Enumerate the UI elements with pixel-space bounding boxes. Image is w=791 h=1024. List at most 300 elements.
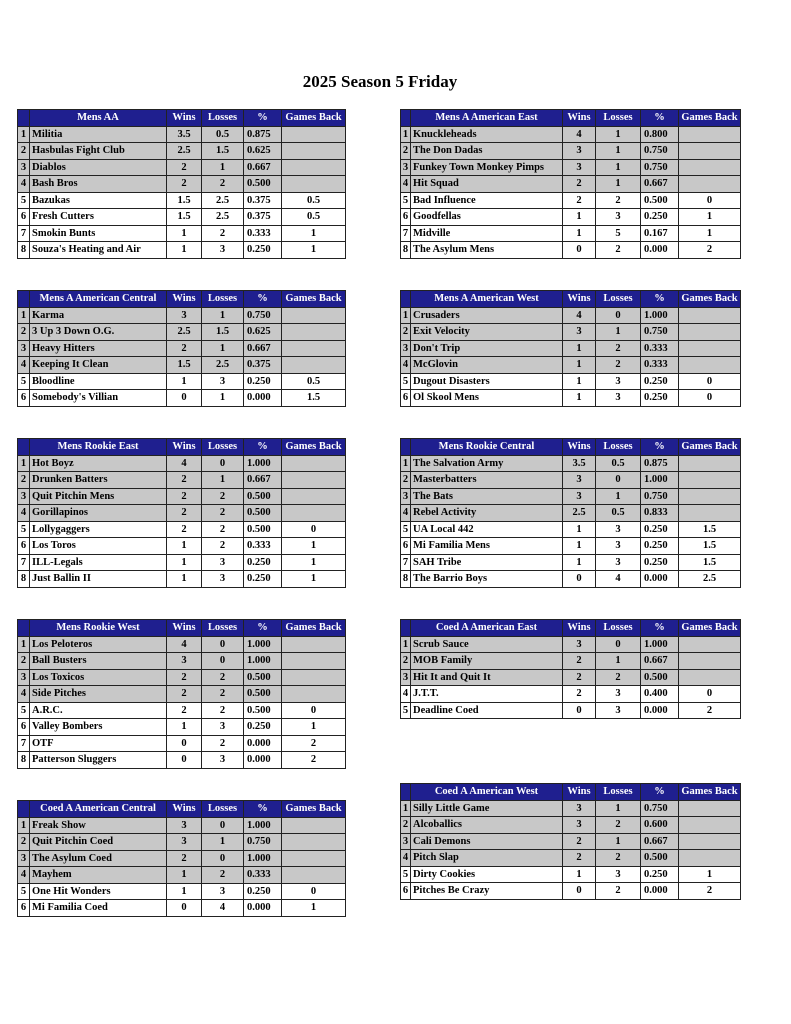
- team-name: The Asylum Mens: [411, 242, 563, 259]
- wins-header: Wins: [167, 801, 202, 818]
- losses-cell: 1: [202, 340, 244, 357]
- team-name: Mayhem: [30, 867, 167, 884]
- games-back-cell: 0: [679, 686, 741, 703]
- wins-cell: 3: [563, 472, 596, 489]
- losses-cell: 0: [596, 636, 641, 653]
- games-back-cell: 1: [282, 538, 346, 555]
- standings-table-mens-rookie-west: [17, 619, 346, 769]
- pct-cell: 0.625: [244, 324, 282, 341]
- team-name: Don't Trip: [411, 340, 563, 357]
- header-rank-cell: [401, 291, 411, 308]
- team-name: Valley Bombers: [30, 719, 167, 736]
- team-name: Ol Skool Mens: [411, 390, 563, 407]
- wins-cell: 1: [167, 554, 202, 571]
- team-name: SAH Tribe: [411, 554, 563, 571]
- pct-header: %: [641, 110, 679, 127]
- division-name: Mens Rookie East: [30, 439, 167, 456]
- games-back-cell: [282, 488, 346, 505]
- losses-cell: 2: [202, 867, 244, 884]
- games-back-cell: 1.5: [679, 521, 741, 538]
- header-row: [401, 620, 741, 637]
- rank-cell: 3: [401, 488, 411, 505]
- wins-cell: 1: [563, 357, 596, 374]
- wins-header: Wins: [563, 439, 596, 456]
- table-row: [18, 373, 346, 390]
- table-row: [18, 472, 346, 489]
- pct-cell: 0.250: [641, 866, 679, 883]
- team-name: Quit Pitchin Mens: [30, 488, 167, 505]
- games-back-cell: 1: [679, 866, 741, 883]
- standings-table-mens-rookie-central: [400, 438, 741, 588]
- wins-cell: 3: [563, 159, 596, 176]
- pct-cell: 0.667: [641, 653, 679, 670]
- losses-cell: 2: [596, 883, 641, 900]
- table-row: [401, 242, 741, 259]
- pct-cell: 0.250: [244, 571, 282, 588]
- table-row: [18, 554, 346, 571]
- games-back-cell: 1: [282, 225, 346, 242]
- rank-cell: 3: [18, 159, 30, 176]
- losses-cell: 3: [202, 719, 244, 736]
- games-back-cell: [282, 324, 346, 341]
- rank-cell: 1: [401, 307, 411, 324]
- wins-cell: 2.5: [563, 505, 596, 522]
- rank-cell: 1: [18, 455, 30, 472]
- losses-cell: 1: [596, 800, 641, 817]
- team-name: The Barrio Boys: [411, 571, 563, 588]
- rank-cell: 2: [18, 324, 30, 341]
- pct-cell: 0.500: [244, 669, 282, 686]
- header-row: [401, 110, 741, 127]
- games-back-cell: [282, 455, 346, 472]
- losses-cell: 1.5: [202, 324, 244, 341]
- losses-cell: 3: [202, 373, 244, 390]
- wins-header: Wins: [167, 620, 202, 637]
- team-name: Heavy Hitters: [30, 340, 167, 357]
- team-name: Somebody's Villian: [30, 390, 167, 407]
- rank-cell: 4: [401, 505, 411, 522]
- header-rank-cell: [401, 620, 411, 637]
- table-row: [18, 653, 346, 670]
- table-row: [401, 159, 741, 176]
- rank-cell: 1: [401, 800, 411, 817]
- pct-header: %: [641, 291, 679, 308]
- wins-cell: 2.5: [167, 143, 202, 160]
- header-rank-cell: [18, 801, 30, 818]
- pct-header: %: [244, 801, 282, 818]
- losses-cell: 2: [202, 735, 244, 752]
- standings-table-mens-a-american-west: [400, 290, 741, 407]
- losses-header: Losses: [596, 784, 641, 801]
- wins-cell: 1: [167, 242, 202, 259]
- team-name: The Bats: [411, 488, 563, 505]
- standings-table-mens-a-american-east: [400, 109, 741, 259]
- wins-cell: 1: [167, 373, 202, 390]
- wins-header: Wins: [167, 110, 202, 127]
- table-row: [18, 752, 346, 769]
- team-name: Keeping It Clean: [30, 357, 167, 374]
- losses-header: Losses: [596, 620, 641, 637]
- wins-header: Wins: [167, 439, 202, 456]
- pct-header: %: [244, 439, 282, 456]
- pct-cell: 1.000: [641, 472, 679, 489]
- losses-cell: 3: [596, 554, 641, 571]
- pct-cell: 0.000: [641, 571, 679, 588]
- wins-cell: 2: [167, 176, 202, 193]
- table-row: [18, 686, 346, 703]
- pct-cell: 0.000: [244, 390, 282, 407]
- wins-cell: 4: [563, 307, 596, 324]
- pct-cell: 0.833: [641, 505, 679, 522]
- pct-header: %: [244, 291, 282, 308]
- games-back-cell: [679, 159, 741, 176]
- games-back-cell: [679, 488, 741, 505]
- pct-cell: 0.375: [244, 209, 282, 226]
- rank-cell: 6: [18, 390, 30, 407]
- wins-cell: 0: [167, 752, 202, 769]
- losses-cell: 2: [202, 686, 244, 703]
- losses-cell: 1: [202, 159, 244, 176]
- pct-cell: 0.250: [641, 390, 679, 407]
- rank-cell: 4: [401, 850, 411, 867]
- table-row: [18, 850, 346, 867]
- wins-cell: 1: [563, 866, 596, 883]
- header-row: [18, 110, 346, 127]
- division-name: Coed A American East: [411, 620, 563, 637]
- rank-cell: 6: [18, 209, 30, 226]
- losses-cell: 1: [596, 126, 641, 143]
- pct-cell: 0.667: [244, 340, 282, 357]
- wins-cell: 2: [563, 833, 596, 850]
- rank-cell: 7: [401, 225, 411, 242]
- games-back-cell: [679, 307, 741, 324]
- games-back-cell: [679, 472, 741, 489]
- table-row: [18, 176, 346, 193]
- pct-cell: 0.750: [641, 143, 679, 160]
- wins-cell: 1: [563, 373, 596, 390]
- games-back-cell: [282, 653, 346, 670]
- standings-table-coed-a-american-west: [400, 783, 741, 900]
- rank-cell: 3: [18, 669, 30, 686]
- team-name: Funkey Town Monkey Pimps: [411, 159, 563, 176]
- wins-cell: 1: [563, 225, 596, 242]
- pct-cell: 0.250: [244, 883, 282, 900]
- team-name: Hit It and Quit It: [411, 669, 563, 686]
- table-row: [401, 866, 741, 883]
- rank-cell: 4: [401, 176, 411, 193]
- wins-cell: 0: [167, 900, 202, 917]
- losses-cell: 2: [202, 505, 244, 522]
- pct-cell: 0.250: [641, 373, 679, 390]
- pct-cell: 0.500: [244, 176, 282, 193]
- table-row: [18, 143, 346, 160]
- table-row: [401, 702, 741, 719]
- wins-cell: 3.5: [563, 455, 596, 472]
- header-row: [18, 291, 346, 308]
- losses-cell: 1.5: [202, 143, 244, 160]
- rank-cell: 4: [18, 357, 30, 374]
- rank-cell: 2: [401, 143, 411, 160]
- losses-cell: 1: [202, 472, 244, 489]
- games-back-header: Games Back: [679, 439, 741, 456]
- wins-cell: 3: [563, 817, 596, 834]
- header-rank-cell: [18, 110, 30, 127]
- games-back-cell: 2: [679, 702, 741, 719]
- wins-cell: 1: [167, 571, 202, 588]
- table-row: [18, 883, 346, 900]
- wins-cell: 1: [563, 209, 596, 226]
- losses-cell: 3: [596, 538, 641, 555]
- losses-cell: 3: [596, 209, 641, 226]
- games-back-header: Games Back: [679, 784, 741, 801]
- games-back-cell: 0.5: [282, 373, 346, 390]
- pct-cell: 0.333: [641, 340, 679, 357]
- division-name: Mens A American East: [411, 110, 563, 127]
- wins-cell: 2: [167, 505, 202, 522]
- rank-cell: 2: [18, 143, 30, 160]
- table-row: [18, 390, 346, 407]
- wins-cell: 2: [167, 472, 202, 489]
- division-name: Mens A American Central: [30, 291, 167, 308]
- losses-header: Losses: [596, 110, 641, 127]
- pct-cell: 0.250: [641, 521, 679, 538]
- games-back-cell: 1: [282, 900, 346, 917]
- wins-cell: 2: [563, 192, 596, 209]
- losses-cell: 1: [596, 176, 641, 193]
- pct-cell: 0.250: [244, 719, 282, 736]
- table-row: [18, 505, 346, 522]
- team-name: Diablos: [30, 159, 167, 176]
- games-back-cell: 0: [282, 702, 346, 719]
- team-name: OTF: [30, 735, 167, 752]
- wins-cell: 1: [167, 538, 202, 555]
- losses-cell: 0.5: [596, 455, 641, 472]
- losses-header: Losses: [202, 291, 244, 308]
- table-row: [18, 225, 346, 242]
- pct-cell: 1.000: [641, 307, 679, 324]
- team-name: Los Peloteros: [30, 636, 167, 653]
- rank-cell: 3: [401, 159, 411, 176]
- table-row: [401, 488, 741, 505]
- team-name: Bash Bros: [30, 176, 167, 193]
- table-row: [401, 538, 741, 555]
- wins-header: Wins: [167, 291, 202, 308]
- games-back-header: Games Back: [282, 620, 346, 637]
- pct-cell: 0.400: [641, 686, 679, 703]
- table-row: [18, 719, 346, 736]
- team-name: Hot Boyz: [30, 455, 167, 472]
- table-row: [401, 883, 741, 900]
- wins-cell: 2: [167, 850, 202, 867]
- rank-cell: 4: [18, 176, 30, 193]
- wins-cell: 3: [563, 324, 596, 341]
- losses-cell: 4: [202, 900, 244, 917]
- table-row: [401, 653, 741, 670]
- pct-cell: 0.500: [244, 521, 282, 538]
- games-back-cell: [679, 833, 741, 850]
- games-back-cell: [282, 850, 346, 867]
- wins-cell: 3: [167, 834, 202, 851]
- pct-cell: 0.000: [641, 702, 679, 719]
- table-row: [18, 126, 346, 143]
- rank-cell: 6: [18, 900, 30, 917]
- header-rank-cell: [18, 620, 30, 637]
- pct-cell: 0.500: [641, 669, 679, 686]
- team-name: Alcoballics: [411, 817, 563, 834]
- pct-cell: 0.750: [641, 159, 679, 176]
- header-rank-cell: [401, 110, 411, 127]
- table-row: [401, 686, 741, 703]
- wins-cell: 4: [167, 455, 202, 472]
- games-back-cell: [282, 126, 346, 143]
- table-row: [18, 735, 346, 752]
- team-name: The Asylum Coed: [30, 850, 167, 867]
- team-name: Los Toxicos: [30, 669, 167, 686]
- games-back-cell: [679, 126, 741, 143]
- table-row: [401, 833, 741, 850]
- team-name: UA Local 442: [411, 521, 563, 538]
- team-name: 3 Up 3 Down O.G.: [30, 324, 167, 341]
- team-name: Exit Velocity: [411, 324, 563, 341]
- table-row: [401, 126, 741, 143]
- pct-cell: 1.000: [244, 850, 282, 867]
- team-name: A.R.C.: [30, 702, 167, 719]
- rank-cell: 5: [18, 373, 30, 390]
- rank-cell: 4: [401, 357, 411, 374]
- team-name: One Hit Wonders: [30, 883, 167, 900]
- team-name: Cali Demons: [411, 833, 563, 850]
- team-name: Bazukas: [30, 192, 167, 209]
- games-back-cell: [679, 669, 741, 686]
- team-name: MOB Family: [411, 653, 563, 670]
- wins-cell: 2.5: [167, 324, 202, 341]
- losses-cell: 3: [202, 571, 244, 588]
- team-name: Lollygaggers: [30, 521, 167, 538]
- standings-table-coed-a-american-central: [17, 800, 346, 917]
- division-name: Coed A American West: [411, 784, 563, 801]
- losses-cell: 3: [596, 702, 641, 719]
- table-row: [401, 472, 741, 489]
- team-name: McGlovin: [411, 357, 563, 374]
- losses-cell: 0: [202, 455, 244, 472]
- pct-cell: 0.750: [244, 834, 282, 851]
- wins-cell: 4: [563, 126, 596, 143]
- games-back-cell: 1: [282, 719, 346, 736]
- table-row: [401, 571, 741, 588]
- division-name: Mens Rookie West: [30, 620, 167, 637]
- pct-header: %: [244, 110, 282, 127]
- team-name: Los Toros: [30, 538, 167, 555]
- games-back-cell: [282, 505, 346, 522]
- team-name: Karma: [30, 307, 167, 324]
- team-name: Hit Squad: [411, 176, 563, 193]
- pct-cell: 0.667: [244, 159, 282, 176]
- rank-cell: 3: [18, 850, 30, 867]
- team-name: The Salvation Army: [411, 455, 563, 472]
- table-row: [18, 521, 346, 538]
- wins-cell: 2: [563, 850, 596, 867]
- games-back-cell: [679, 176, 741, 193]
- games-back-cell: 2: [282, 752, 346, 769]
- losses-header: Losses: [202, 110, 244, 127]
- losses-cell: 2: [596, 340, 641, 357]
- header-row: [401, 291, 741, 308]
- losses-cell: 2.5: [202, 357, 244, 374]
- pct-cell: 0.000: [641, 242, 679, 259]
- rank-cell: 1: [18, 636, 30, 653]
- team-name: Mi Familia Coed: [30, 900, 167, 917]
- table-row: [18, 669, 346, 686]
- games-back-header: Games Back: [679, 620, 741, 637]
- table-row: [18, 159, 346, 176]
- games-back-cell: [282, 834, 346, 851]
- rank-cell: 1: [18, 817, 30, 834]
- table-row: [401, 143, 741, 160]
- table-row: [401, 850, 741, 867]
- games-back-cell: [679, 636, 741, 653]
- wins-header: Wins: [563, 620, 596, 637]
- games-back-cell: 1.5: [679, 554, 741, 571]
- games-back-cell: [679, 455, 741, 472]
- games-back-header: Games Back: [282, 439, 346, 456]
- wins-cell: 1: [563, 554, 596, 571]
- rank-cell: 1: [18, 126, 30, 143]
- games-back-cell: [282, 307, 346, 324]
- team-name: Midville: [411, 225, 563, 242]
- table-row: [401, 455, 741, 472]
- standings-table-mens-a-american-central: [17, 290, 346, 407]
- header-rank-cell: [401, 439, 411, 456]
- games-back-cell: [679, 357, 741, 374]
- games-back-cell: 0.5: [282, 192, 346, 209]
- games-back-cell: 1.5: [282, 390, 346, 407]
- wins-cell: 1: [563, 340, 596, 357]
- wins-cell: 3: [167, 817, 202, 834]
- wins-cell: 2: [167, 340, 202, 357]
- rank-cell: 4: [18, 505, 30, 522]
- table-row: [18, 867, 346, 884]
- losses-cell: 2: [596, 357, 641, 374]
- losses-cell: 3: [596, 390, 641, 407]
- table-row: [18, 636, 346, 653]
- team-name: Freak Show: [30, 817, 167, 834]
- team-name: J.T.T.: [411, 686, 563, 703]
- table-row: [401, 554, 741, 571]
- wins-cell: 4: [167, 636, 202, 653]
- rank-cell: 7: [401, 554, 411, 571]
- losses-cell: 3: [202, 752, 244, 769]
- table-row: [18, 340, 346, 357]
- games-back-cell: [679, 340, 741, 357]
- losses-cell: 2: [202, 176, 244, 193]
- team-name: Hasbulas Fight Club: [30, 143, 167, 160]
- wins-cell: 0: [563, 571, 596, 588]
- wins-header: Wins: [563, 784, 596, 801]
- rank-cell: 2: [18, 472, 30, 489]
- losses-cell: 2: [202, 488, 244, 505]
- pct-cell: 0.250: [641, 209, 679, 226]
- rank-cell: 5: [401, 702, 411, 719]
- rank-cell: 4: [18, 867, 30, 884]
- games-back-cell: [282, 159, 346, 176]
- games-back-cell: [282, 669, 346, 686]
- division-name: Mens AA: [30, 110, 167, 127]
- games-back-cell: [282, 143, 346, 160]
- games-back-header: Games Back: [282, 110, 346, 127]
- header-row: [18, 620, 346, 637]
- losses-cell: 2: [596, 669, 641, 686]
- rank-cell: 2: [18, 653, 30, 670]
